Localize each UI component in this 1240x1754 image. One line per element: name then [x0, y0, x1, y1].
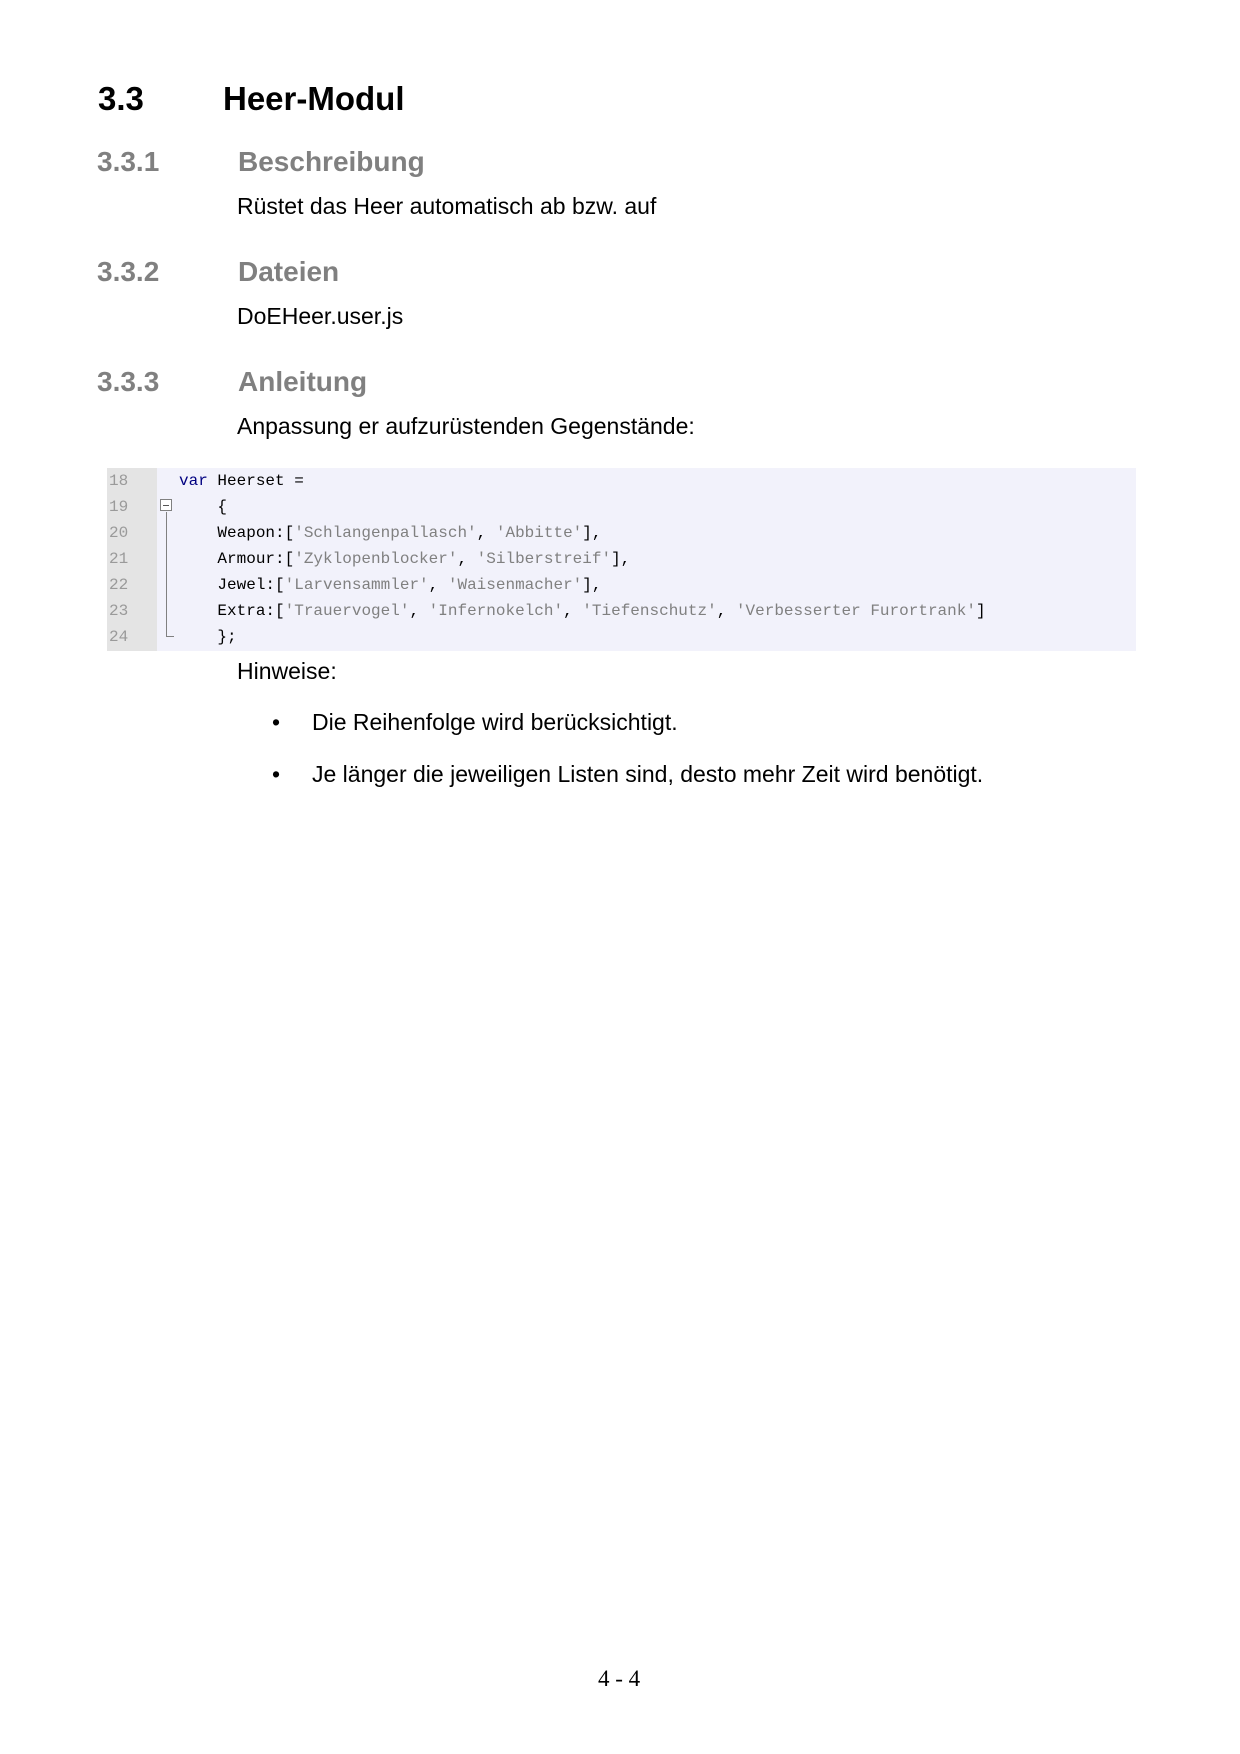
code-string: 'Silberstreif': [476, 550, 612, 568]
section-title: Heer-Modul: [223, 80, 405, 117]
page-number: 4 - 4: [598, 1666, 641, 1691]
code-text: [179, 624, 237, 650]
subsection-number-anleitung: 3.3.3: [97, 366, 160, 397]
code-token: ]: [975, 602, 986, 620]
line-number: 20: [109, 524, 129, 542]
code-token: ,: [409, 602, 429, 620]
code-text: [179, 598, 986, 624]
code-token: Heerset =: [207, 472, 304, 490]
line-number: 23: [109, 602, 129, 620]
file-name-text: DoEHeer.user.js: [237, 303, 404, 329]
code-token: Extra:[: [179, 602, 285, 620]
code-token: {: [179, 498, 228, 516]
code-text: [179, 520, 601, 546]
subsection-title-beschreibung: Beschreibung: [238, 146, 425, 177]
line-number: 24: [109, 628, 129, 646]
code-token: ,: [716, 602, 736, 620]
line-number: 18: [109, 472, 129, 490]
code-line: [107, 520, 1136, 546]
code-token: Jewel:[: [179, 576, 285, 594]
note-item: Die Reihenfolge wird berücksichtigt.: [312, 709, 678, 735]
line-number: 21: [109, 550, 129, 568]
instructions-text: Anpassung er aufzurüstenden Gegenstände:: [237, 413, 695, 439]
code-token: ,: [476, 524, 496, 542]
code-line: [107, 572, 1136, 598]
code-string: 'Trauervogel': [284, 602, 410, 620]
subsection-number-beschreibung: 3.3.1: [97, 146, 160, 177]
subsection-title-anleitung: Anleitung: [238, 366, 368, 397]
code-string: 'Verbesserter Furortrank': [735, 602, 976, 620]
code-token: Armour:[: [179, 550, 295, 568]
code-string: 'Larvensammler': [284, 576, 429, 594]
line-number: 22: [109, 576, 129, 594]
code-string: 'Tiefenschutz': [582, 602, 717, 620]
code-text: [179, 468, 304, 494]
code-text: [179, 494, 227, 520]
subsection-number-dateien: 3.3.2: [97, 256, 160, 287]
code-token: Weapon:[: [179, 524, 295, 542]
code-text: [179, 572, 601, 598]
code-line: [107, 494, 1136, 520]
code-token: ],: [611, 550, 631, 568]
code-snippet: [107, 468, 1136, 651]
code-token: ,: [428, 576, 448, 594]
description-text: Rüstet das Heer automatisch ab bzw. auf: [237, 193, 657, 219]
code-string: 'Infernokelch': [428, 602, 564, 620]
code-string: 'Abbitte': [495, 524, 583, 542]
code-text: [179, 546, 630, 572]
note-item: Je länger die jeweiligen Listen sind, desto mehr Zeit wird benötigt.: [312, 761, 984, 787]
subsection-title-dateien: Dateien: [238, 256, 340, 287]
code-string: 'Schlangenpallasch': [294, 524, 477, 542]
code-line: [107, 468, 1136, 494]
code-token: ,: [457, 550, 477, 568]
code-string: 'Zyklopenblocker': [294, 550, 458, 568]
code-token: ],: [582, 524, 602, 542]
code-token: ],: [582, 576, 602, 594]
code-line: [107, 546, 1136, 572]
notes-heading: Hinweise:: [237, 658, 337, 684]
bullet-marker: •: [272, 761, 281, 787]
code-string: 'Waisenmacher': [447, 576, 583, 594]
code-keyword: var: [179, 472, 208, 490]
section-number: 3.3: [98, 80, 144, 117]
code-line: [107, 598, 1136, 624]
code-token: ,: [563, 602, 583, 620]
code-line: [107, 624, 1136, 650]
line-number: 19: [109, 498, 129, 516]
bullet-marker: •: [272, 709, 281, 735]
code-token: };: [179, 628, 237, 646]
